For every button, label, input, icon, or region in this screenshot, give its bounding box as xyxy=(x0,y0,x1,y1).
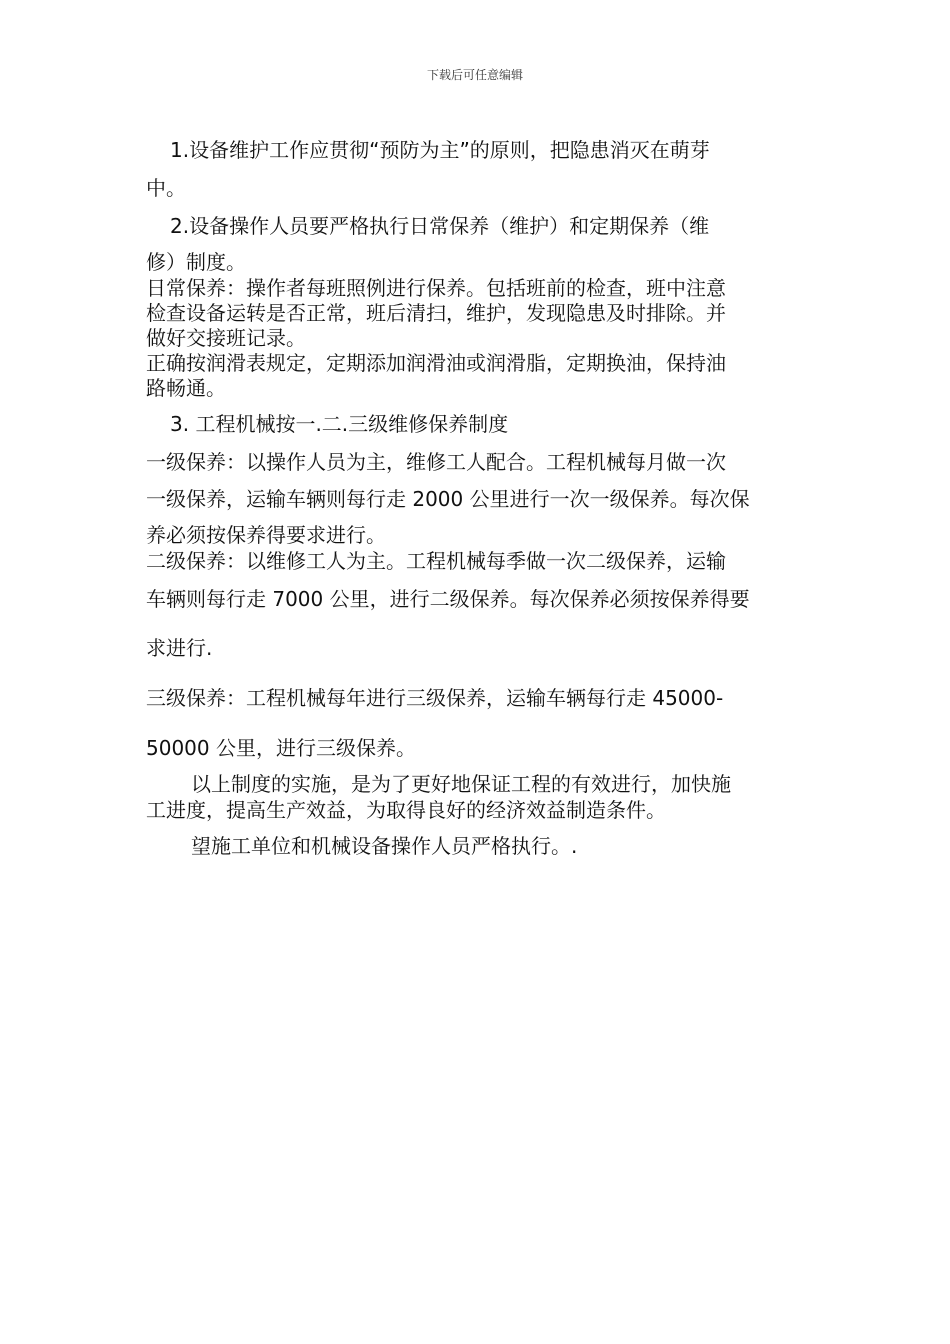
text-line-7: 做好交接班记录。 xyxy=(146,326,306,350)
text-line-14: 二级保养：以维修工人为主。工程机械每季做一次二级保养，运输 xyxy=(146,549,726,573)
text-line-18: 50000 公里，进行三级保养。 xyxy=(146,736,416,760)
text-line-12: 一级保养，运输车辆则每行走 2000 公里进行一次一级保养。每次保 xyxy=(146,487,750,511)
text-line-16: 求进行. xyxy=(146,636,213,660)
text-line-15: 车辆则每行走 7000 公里，进行二级保养。每次保养必须按保养得要 xyxy=(146,587,750,611)
text-line-5: 日常保养：操作者每班照例进行保养。包括班前的检查，班中注意 xyxy=(146,276,726,300)
text-line-11: 一级保养：以操作人员为主，维修工人配合。工程机械每月做一次 xyxy=(146,450,726,474)
text-line-19: 以上制度的实施，是为了更好地保证工程的有效进行，加快施 xyxy=(191,772,731,796)
text-line-17: 三级保养：工程机械每年进行三级保养，运输车辆每行走 45000- xyxy=(146,686,724,710)
text-line-1: 1.设备维护工作应贯彻“预防为主”的原则，把隐患消灭在萌芽 xyxy=(170,138,710,162)
text-line-9: 路畅通。 xyxy=(146,376,226,400)
text-line-4: 修）制度。 xyxy=(146,250,246,274)
text-line-21: 望施工单位和机械设备操作人员严格执行。. xyxy=(191,834,578,858)
text-line-8: 正确按润滑表规定，定期添加润滑油或润滑脂，定期换油，保持油 xyxy=(146,351,726,375)
text-line-13: 养必须按保养得要求进行。 xyxy=(146,523,386,547)
page-header: 下载后可任意编辑 xyxy=(426,68,523,82)
text-line-3: 2.设备操作人员要严格执行日常保养（维护）和定期保养（维 xyxy=(170,214,710,238)
text-line-6: 检查设备运转是否正常，班后清扫，维护，发现隐患及时排除。并 xyxy=(146,301,726,325)
text-line-10: 3. 工程机械按一.二.三级维修保养制度 xyxy=(170,412,509,436)
text-line-20: 工进度，提高生产效益，为取得良好的经济效益制造条件。 xyxy=(146,798,666,822)
text-line-2: 中。 xyxy=(146,176,186,200)
